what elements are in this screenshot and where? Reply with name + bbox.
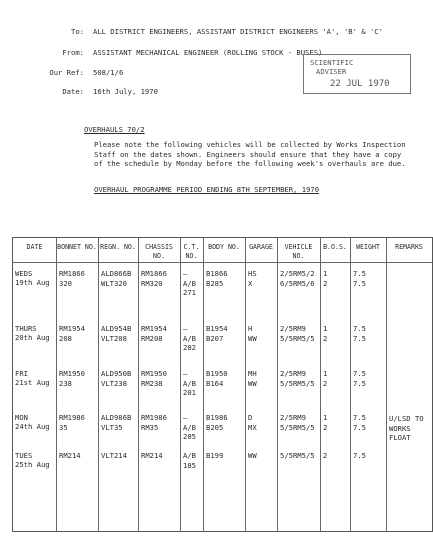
table-cell-ct-no: A/B (183, 451, 196, 460)
table-cell-vehicle-no: 2/5RM5/2 (280, 269, 315, 278)
table-cell-vehicle-no: 2/5RM9 (280, 413, 306, 422)
table-cell-vehicle-no: 5/5RM5/5 (280, 422, 315, 432)
header-ct-no: C.T. NO. (183, 243, 200, 260)
date-value: 16th July, 1970 (93, 87, 158, 96)
received-stamp (303, 54, 411, 94)
table-cell-vehicle-no: 2/5RM9 (280, 324, 306, 333)
column-divider (245, 238, 246, 531)
table-cell-garage: WW (248, 333, 257, 343)
table-cell-remarks: WORKS (389, 423, 411, 433)
table-cell-garage: MX (248, 422, 257, 432)
date-cell-day: FRI (15, 369, 28, 378)
column-divider (320, 238, 321, 531)
table-cell-regn-no: WLT320 (101, 278, 127, 288)
table-cell-body-no: B205 (206, 422, 224, 432)
header-weight: WEIGHT (356, 243, 380, 251)
header-chassis-no: CHASSIS NO. (145, 243, 173, 260)
table-cell-chassis-no: RM208 (141, 333, 163, 343)
table-cell-body-no: B1950 (206, 369, 228, 378)
header-regn-no: REGN. NO. (100, 243, 136, 251)
table-cell-bonnet-no: RM1954 (59, 324, 85, 333)
table-cell-regn-no: ALD950B (101, 369, 132, 378)
date-cell-date: 19th Aug (15, 278, 50, 287)
table-cell-bos: 2 (323, 378, 328, 388)
table-cell-ct-no: A/B (183, 422, 196, 432)
table-cell-weight: 7.5 (353, 413, 366, 422)
table-cell-ct-no: A/B (183, 278, 196, 288)
table-cell-ct-no: – (183, 269, 188, 278)
table-cell-ct-no: 185 (183, 460, 196, 470)
stamp-date: 22 JUL 1970 (330, 79, 390, 89)
date-cell-day: THURS (15, 324, 37, 333)
table-cell-garage: D (248, 413, 253, 422)
table-cell-bonnet-no: RM1866 (59, 269, 85, 278)
table-cell-bonnet-no: RM1950 (59, 369, 85, 378)
to-value: ALL DISTRICT ENGINEERS, ASSISTANT DISTRICT ENGINEERS 'A', 'B' & 'C' (93, 27, 383, 36)
table-cell-weight: 7.5 (353, 333, 366, 343)
table-cell-ct-no: A/B (183, 333, 196, 343)
table-cell-regn-no: ALD866B (101, 269, 132, 278)
overhaul-schedule-table (12, 237, 433, 532)
table-cell-weight: 7.5 (353, 422, 366, 432)
table-cell-bonnet-no: 35 (59, 422, 68, 432)
table-cell-garage: HS (248, 269, 257, 278)
date-cell-date: 21st Aug (15, 378, 50, 387)
ref-value: 508/1/6 (93, 68, 124, 77)
table-cell-body-no: B285 (206, 278, 224, 288)
column-divider (56, 238, 57, 531)
header-remarks: REMARKS (395, 243, 423, 251)
table-cell-chassis-no: RM214 (141, 451, 163, 460)
table-cell-bos: 2 (323, 333, 328, 343)
table-cell-body-no: B1866 (206, 269, 228, 278)
table-cell-garage: X (248, 278, 253, 288)
table-cell-ct-no: A/B (183, 378, 196, 388)
table-cell-weight: 7.5 (353, 451, 366, 460)
table-cell-bonnet-no: 238 (59, 378, 72, 388)
overhauls-heading: OVERHAULS 70/2 (84, 125, 145, 134)
table-cell-regn-no: ALD986B (101, 413, 132, 422)
table-cell-bos: 2 (323, 278, 328, 288)
table-cell-remarks: U/LSD TO (389, 414, 424, 423)
table-cell-garage: WW (248, 378, 257, 388)
table-cell-regn-no: VLT214 (101, 451, 127, 460)
to-label: To: (71, 27, 84, 36)
table-cell-bos: 2 (323, 422, 328, 432)
table-cell-ct-no: 202 (183, 343, 196, 352)
table-cell-vehicle-no: 5/5RM5/5 (280, 451, 315, 460)
table-cell-ct-no: 201 (183, 388, 196, 397)
table-cell-garage: MH (248, 369, 257, 378)
table-cell-weight: 7.5 (353, 269, 366, 278)
table-cell-regn-no: ALD954B (101, 324, 132, 333)
date-cell-date: 24th Aug (15, 422, 50, 431)
ref-label: Our Ref: (49, 68, 84, 77)
table-cell-bos: 1 (323, 413, 328, 422)
table-cell-regn-no: VLT238 (101, 378, 127, 388)
table-cell-bonnet-no: RM1986 (59, 413, 85, 422)
table-cell-ct-no: – (183, 413, 188, 422)
table-cell-chassis-no: RM320 (141, 278, 163, 288)
table-cell-weight: 7.5 (353, 324, 366, 333)
table-cell-bonnet-no: 320 (59, 278, 72, 288)
table-cell-ct-no: 271 (183, 288, 196, 297)
table-cell-bonnet-no: 208 (59, 333, 72, 343)
from-label: From: (62, 48, 84, 57)
table-cell-vehicle-no: 5/5RM5/5 (280, 378, 315, 388)
table-cell-body-no: B207 (206, 333, 224, 343)
column-divider (180, 238, 181, 531)
column-divider (203, 238, 204, 531)
table-cell-ct-no: – (183, 324, 188, 333)
date-cell-date: 20th Aug (15, 333, 50, 342)
table-cell-body-no: B164 (206, 378, 224, 388)
table-cell-chassis-no: RM1950 (141, 369, 167, 378)
table-cell-chassis-no: RM1954 (141, 324, 167, 333)
table-cell-bos: 1 (323, 269, 328, 278)
table-cell-ct-no: 205 (183, 432, 196, 441)
table-cell-bos: 2 (323, 451, 328, 460)
table-cell-regn-no: VLT35 (101, 422, 123, 432)
table-cell-regn-no: VLT208 (101, 333, 127, 343)
table-cell-weight: 7.5 (353, 369, 366, 378)
table-cell-bonnet-no: RM214 (59, 451, 81, 460)
table-cell-chassis-no: RM238 (141, 378, 163, 388)
header-divider (13, 262, 432, 263)
column-divider (98, 238, 99, 531)
header-bonnet-no: BONNET NO. (57, 243, 97, 251)
column-divider (138, 238, 139, 531)
programme-title: OVERHAUL PROGRAMME PERIOD ENDING 8TH SEPTEMBER, 1970 (94, 185, 320, 194)
column-divider (277, 238, 278, 531)
date-cell-day: WEDS (15, 269, 33, 278)
column-divider (386, 238, 387, 531)
date-cell-day: TUES (15, 451, 33, 460)
header-body-no: BODY NO. (208, 243, 240, 251)
table-cell-vehicle-no: 6/5RM5/6 (280, 278, 315, 288)
date-cell-day: MON (15, 413, 28, 422)
table-cell-body-no: B199 (206, 451, 224, 460)
table-cell-bos: 1 (323, 324, 328, 333)
table-cell-body-no: B1986 (206, 413, 228, 422)
stamp-line-2: ADVISER (316, 67, 347, 76)
date-label: Date: (62, 87, 84, 96)
header-garage: GARAGE (249, 243, 273, 251)
table-cell-chassis-no: RM35 (141, 422, 159, 432)
table-cell-weight: 7.5 (353, 378, 366, 388)
table-cell-remarks: FLOAT (389, 433, 411, 442)
table-cell-vehicle-no: 5/5RM5/5 (280, 333, 315, 343)
instructions-paragraph: Please note the following vehicles will be collected by Works Inspection Staff on the dates shown. Engineers should ensure that they have a copy of the schedule by Monday before the following week's overhauls are due. (94, 140, 406, 168)
table-cell-garage: WW (248, 451, 257, 460)
header-date: DATE (26, 243, 43, 251)
table-cell-garage: H (248, 324, 253, 333)
date-cell-date: 25th Aug (15, 460, 50, 469)
table-cell-chassis-no: RM1866 (141, 269, 167, 278)
from-value: ASSISTANT MECHANICAL ENGINEER (ROLLING STOCK - BUSES) (93, 48, 323, 57)
header-bos: B.O.S. (323, 243, 347, 251)
table-cell-weight: 7.5 (353, 278, 366, 288)
column-divider (350, 238, 351, 531)
table-cell-body-no: B1954 (206, 324, 228, 333)
stamp-line-1: SCIENTIFIC (310, 58, 354, 67)
table-cell-bos: 1 (323, 369, 328, 378)
table-cell-chassis-no: RM1986 (141, 413, 167, 422)
table-cell-vehicle-no: 2/5RM9 (280, 369, 306, 378)
table-cell-ct-no: – (183, 369, 188, 378)
header-vehicle-no: VEHICLE NO. (284, 243, 313, 260)
